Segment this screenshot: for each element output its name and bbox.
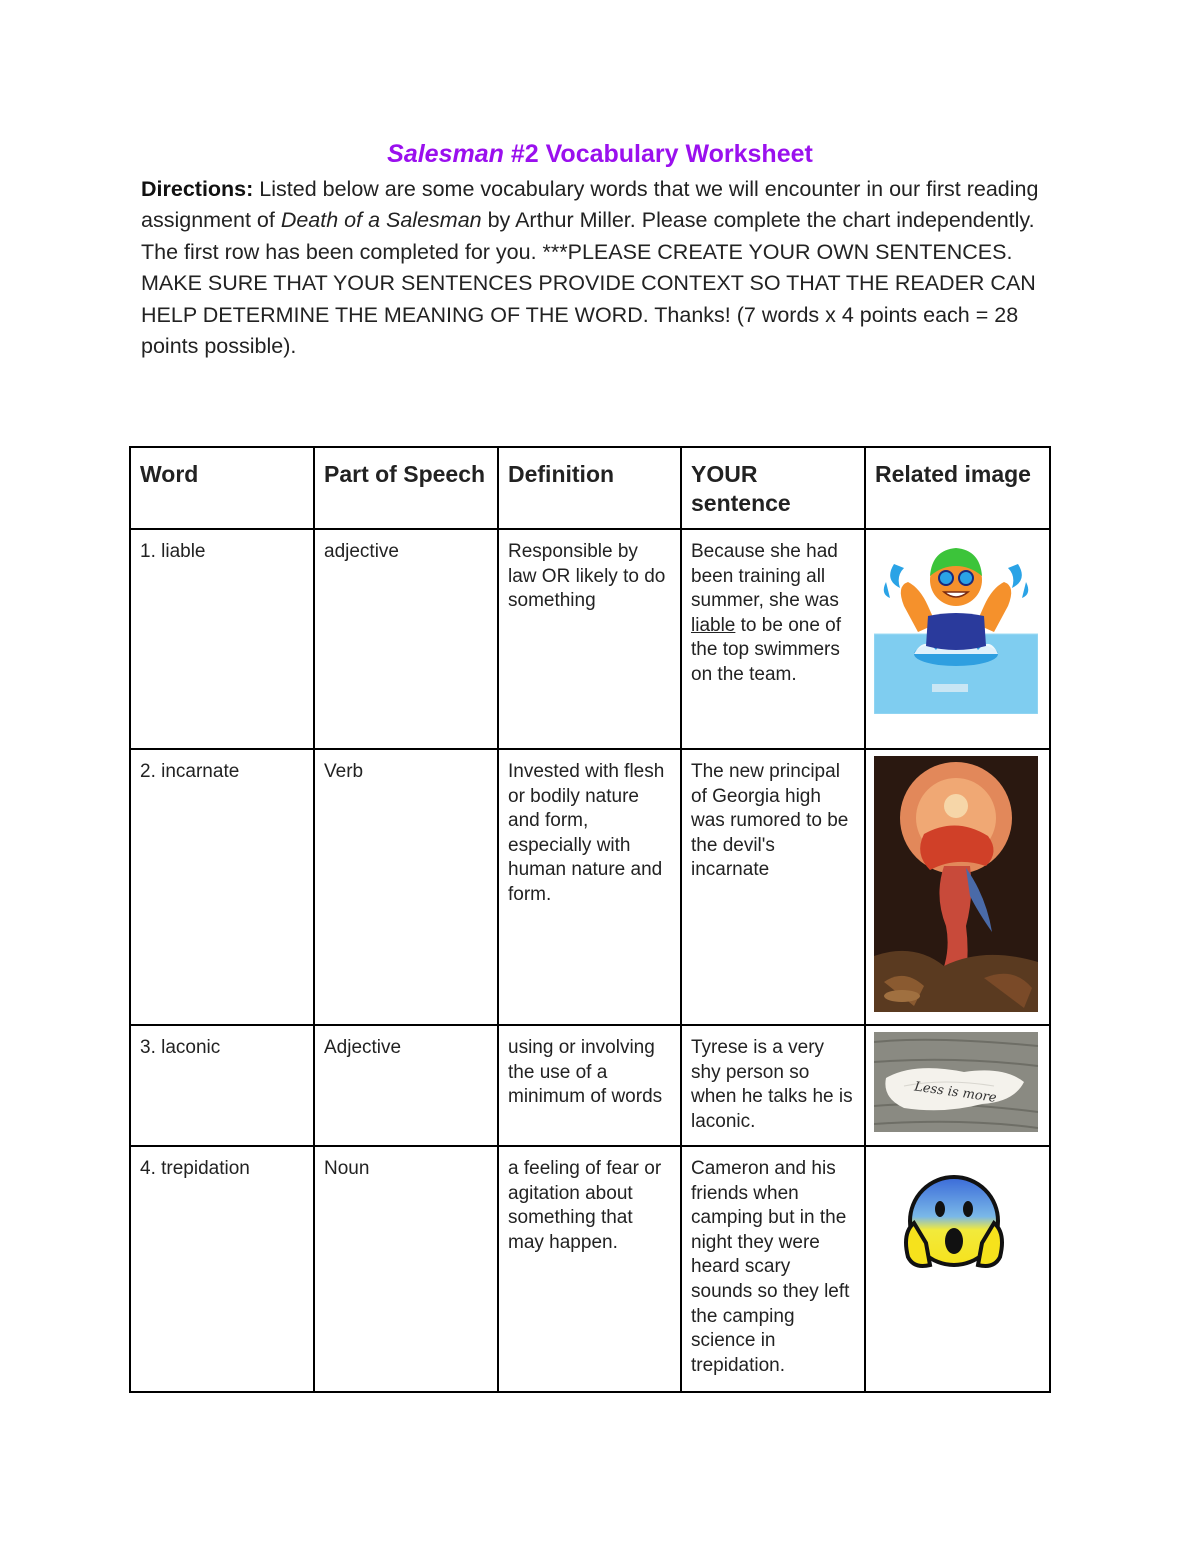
directions-paragraph: Directions: Listed below are some vocabulary words that we will encounter in our first reading assignment of Death of a Salesman by Arthur Miller. Please complete the chart independently. The first row has been completed for you. ***PLEASE CREATE YOUR OWN SENTENCES. MAKE SURE THAT YOUR SENTENCES PROVIDE CONTEXT SO THAT THE READER CAN HELP DETERMINE THE MEANING OF THE WORD. Thanks! (7 words x 4 points each = 28 points possible). [141,177,1039,359]
vocabulary-table [129,446,1051,1393]
cell-sentence: Tyrese is a very shy person so when he talks he is laconic. [681,1025,865,1146]
cell-sentence: Because she had been training all summer, she was liable to be one of the top swimmers on the team. [681,529,865,749]
page-title: Salesman #2 Vocabulary Worksheet [387,140,813,168]
cell-word: 3. laconic [130,1025,314,1146]
swimmer-cartoon-image [874,536,1038,714]
cell-image [865,529,1050,749]
cell-image [865,749,1050,1025]
table-row [130,749,1050,1025]
cell-part-of-speech: Adjective [314,1025,498,1146]
cell-definition: using or involving the use of a minimum of words [498,1025,681,1146]
underlined-word: liable [691,614,736,636]
cell-word: 2. incarnate [130,749,314,1025]
header-related-image: Related image [865,447,1050,529]
cell-image [865,1025,1050,1146]
table-row [130,529,1050,749]
cell-part-of-speech: adjective [314,529,498,749]
resurrection-painting-image [874,756,1038,1012]
cell-part-of-speech: Noun [314,1146,498,1392]
table-row [130,1025,1050,1146]
less-is-more-text: Less is more [913,1079,998,1106]
cell-sentence: The new principal of Georgia high was rumored to be the devil's incarnate [681,749,865,1025]
cell-word: 1. liable [130,529,314,749]
table-header-row [130,447,1050,529]
cell-image [865,1146,1050,1392]
cell-word: 4. trepidation [130,1146,314,1392]
directions-label: Directions: [141,177,254,201]
less-is-more-image [874,1032,1038,1132]
screaming-emoji-image [874,1153,1038,1287]
header-your-sentence: YOUR sentence [681,447,865,529]
header-part-of-speech: Part of Speech [314,447,498,529]
header-word: Word [130,447,314,529]
cell-definition: Responsible by law OR likely to do something [498,529,681,749]
book-title: Death of a Salesman [280,208,482,233]
table-row [130,1146,1050,1392]
cell-part-of-speech: Verb [314,749,498,1025]
cell-definition: a feeling of fear or agitation about something that may happen. [498,1146,681,1392]
cell-sentence: Cameron and his friends when camping but in the night they were heard scary sounds so they left the camping science in trepidation. [681,1146,865,1392]
header-definition: Definition [498,447,681,529]
cell-definition: Invested with flesh or bodily nature and form, especially with human nature and form. [498,749,681,1025]
